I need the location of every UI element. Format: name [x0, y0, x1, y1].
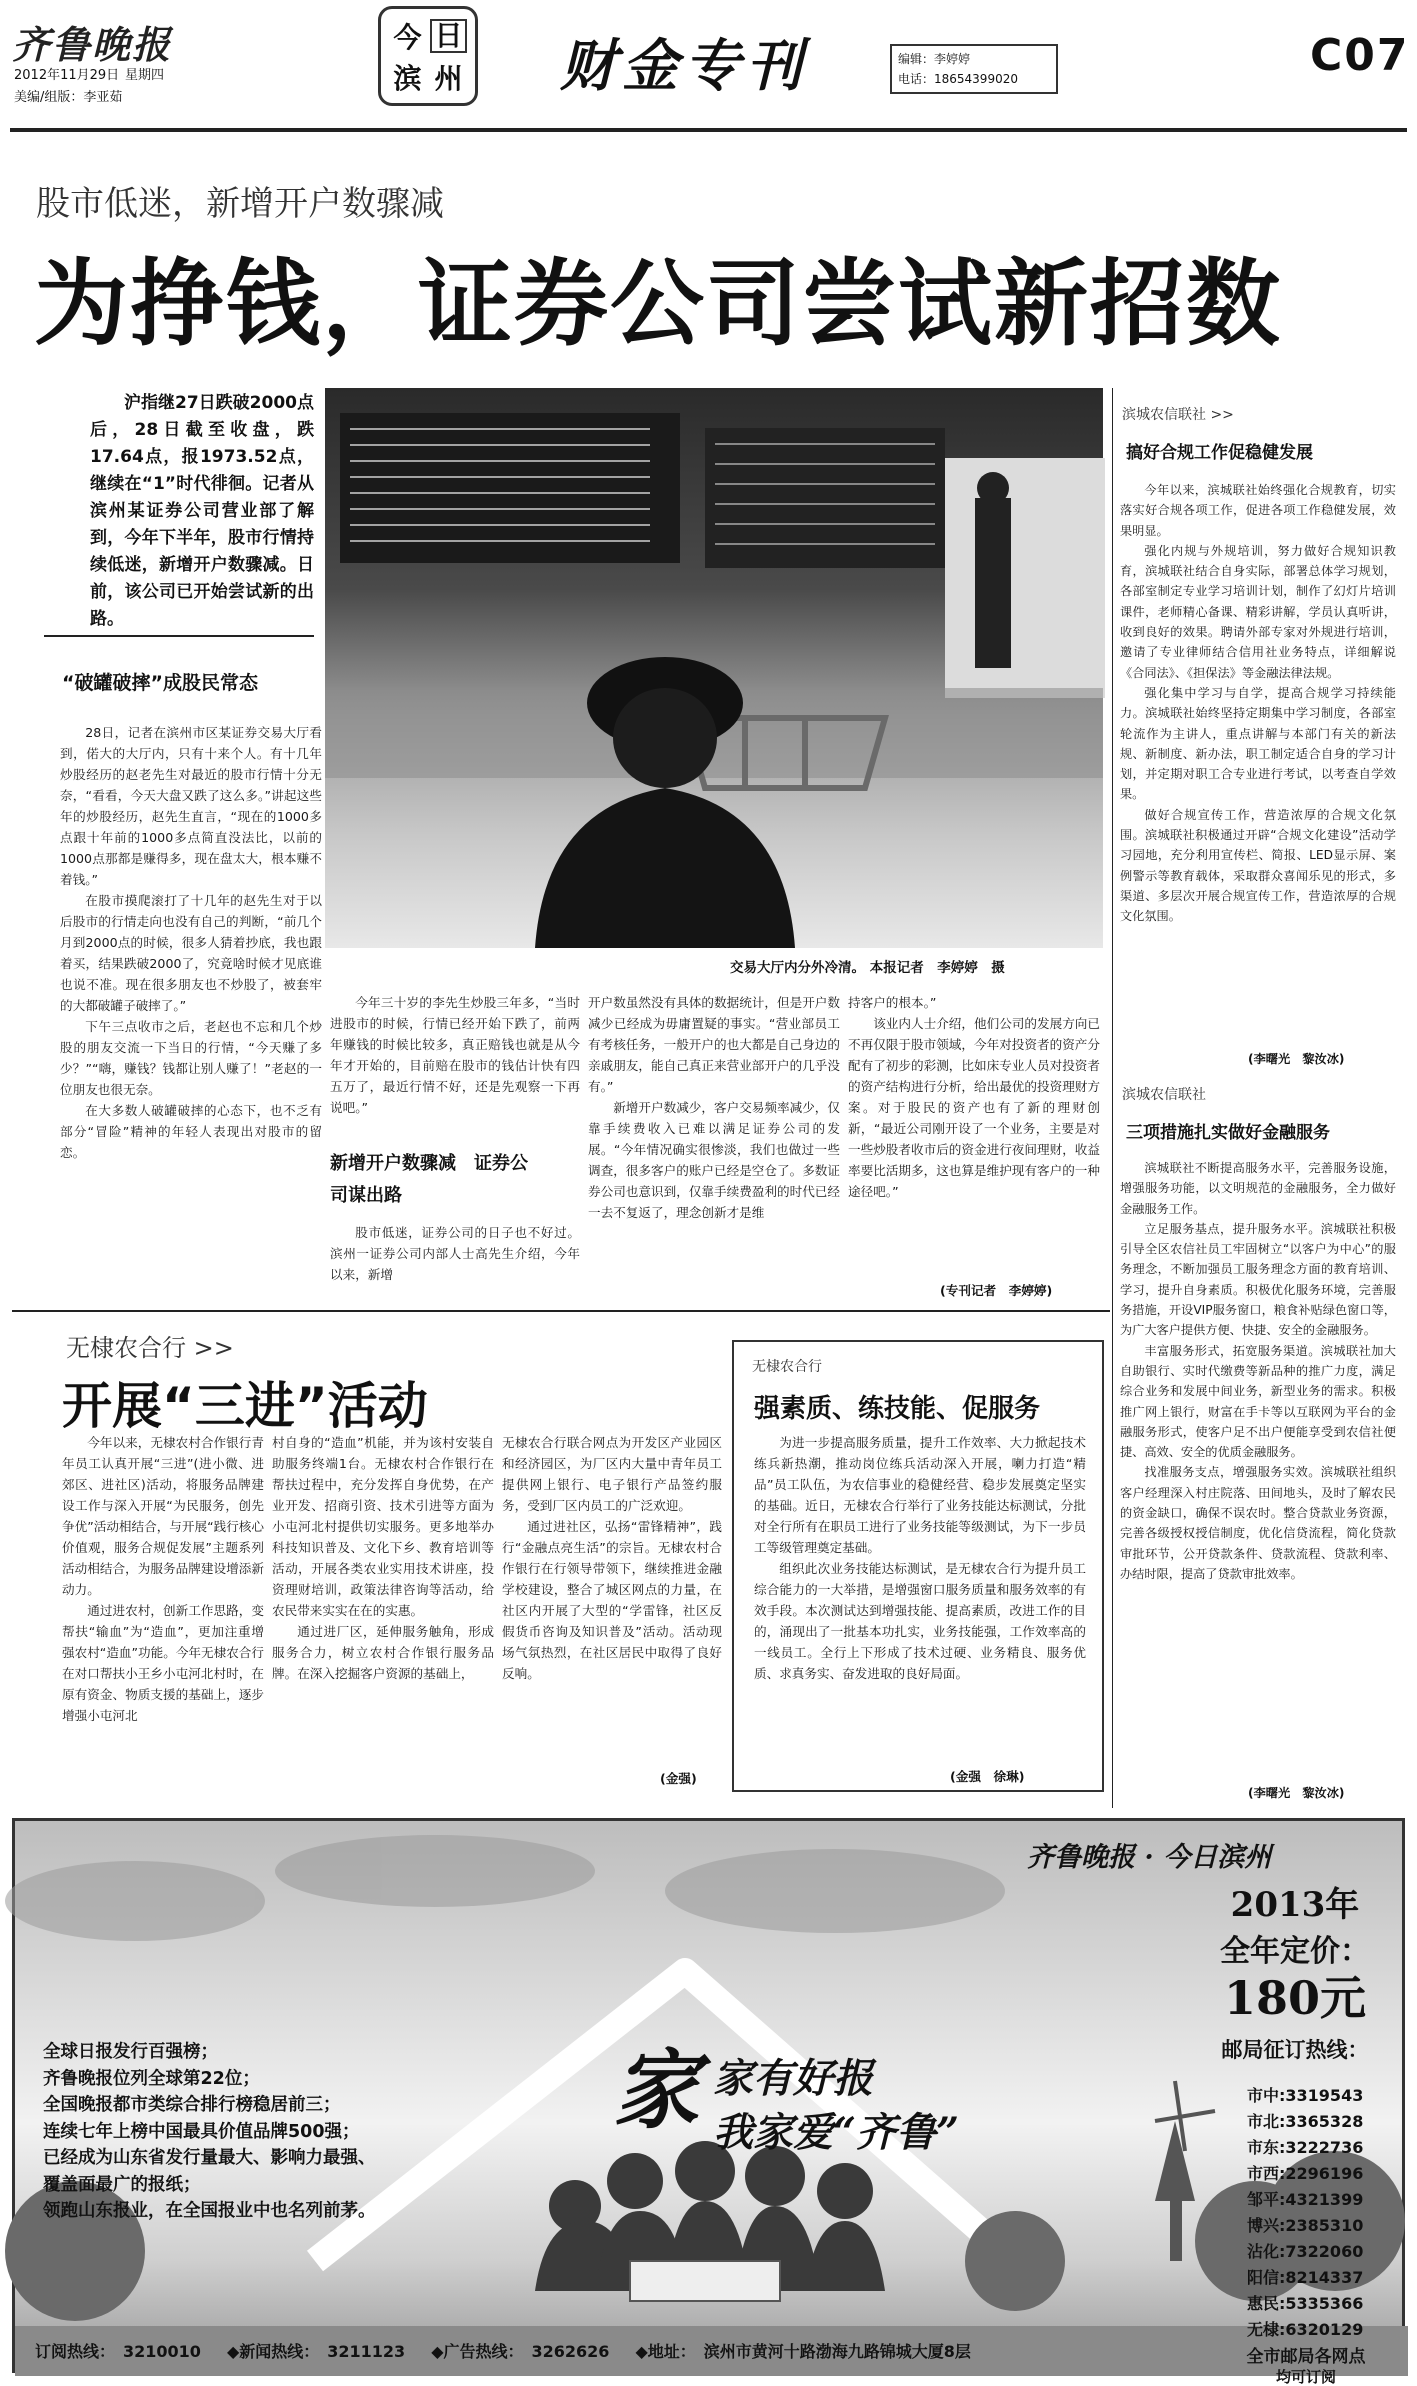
lead-headline: 为挣钱，证券公司尝试新招数 — [34, 250, 1283, 359]
photo-caption: 交易大厅内分外冷清。 本报记者 李婷婷 摄 — [730, 960, 1005, 976]
rule — [44, 635, 314, 637]
paragraph: 在股市摸爬滚打了十几年的赵先生对于以后股市的行情走向也没有自己的判断，“前几个月到2000点的时候，很多人猜着抄底，我也跟着买，结果跌破2000了，究竟啥时候才见底谁也说不准。现在很多朋友也不炒股了，被套牢的大都破罐子破摔了。” — [60, 893, 322, 1013]
paragraph: 强化内规与外规培训，努力做好合规知识教育，滨城联社结合自身实际，部署总体学习规划，各部室制定专业学习培训计划，制作了幻灯片培训课件，老师精心备课、精彩讲解，学员认真听讲，收到良好的效果。聘请外部专家对外规进行培训，邀请了专业律师结合信用社业务特点，详细解说《合同法》、《担保法》等金融法律法规。 — [1120, 543, 1396, 680]
ad-claim: 连续七年上榜中国最具价值品牌500强； — [43, 2121, 360, 2142]
news-hotline: ◆新闻热线： 3211123 — [226, 2342, 406, 2361]
paragraph: 今年以来，滨城联社始终强化合规教育，切实落实好合规各项工作，促进各项工作稳健发展，效果明显。 — [1120, 483, 1396, 538]
lead-col-3 — [588, 992, 840, 1302]
ad-price: 180元 — [1223, 1971, 1367, 2025]
paragraph: 在大多数人破罐破摔的心态下，也不乏有部分“冒险”精神的年轻人表现出对股市的留恋。 — [60, 1103, 322, 1160]
seal-char: 州 — [434, 61, 463, 95]
lead-kicker: 股市低迷，新增开户数骤减 — [36, 184, 444, 224]
ad-hotline: 市中:3319543 — [1247, 2086, 1364, 2105]
column-divider — [1112, 388, 1113, 1808]
paragraph: 下午三点收市之后，老赵也不忘和几个炒股的朋友交流一下当日的行情，“今天赚了多少？”“嗨，赚钱？钱都让别人赚了！”老赵的一位朋友也很无奈。 — [60, 1019, 322, 1097]
ad-slogan-1: 家有好报 — [713, 2055, 873, 2102]
lead-col-2a — [330, 992, 580, 1144]
ad-hotline: 阳信:8214337 — [1247, 2268, 1364, 2287]
paragraph: 该业内人士介绍，他们公司的发展方向已不再仅限于股市领域，今年对投资者的资产分配有了初步的彩测，比如床专业人员对投资者的资产结构进行分析，给出最优的投资理财方案。对于股民的资产也有了新的理财创新，“最近公司刚开设了一个业务，主要是对一些炒股者收市后的资金进行夜间理财，收益率要比活期多，这也算是维护现有客户的一种途径吧。” — [848, 1016, 1100, 1199]
box-tag: 无棣农合行 — [752, 1359, 822, 1375]
ad-footer — [35, 2339, 1195, 2362]
paragraph: 滨城联社不断提高服务水平，完善服务设施，增强服务功能，以文明规范的金融服务，全力做好金融服务工作。 — [1120, 1161, 1396, 1216]
paragraph: 通过进农村，创新工作思路，变帮扶“输血”为“造血”，更加注重增强农村“造血”功能。今年无棣农合行在对口帮扶小王乡小屯河北村时，在原有资金、物质支援的基础上，逐步增强小屯河北 — [62, 1603, 264, 1723]
page-number: C07 — [1310, 30, 1410, 81]
ad-claim: 全球日报发行百强榜； — [43, 2042, 218, 2062]
lead-intro: 沪指继27日跌破2000点后，28日截至收盘，跌17.64点，报1973.52点，继续在“1”时代徘徊。记者从滨州某证券公司营业部了解到，今年下半年，股市行情持续低迷，新增开户数骤减。日前，该公司已开始尝试新的出路。 — [90, 393, 314, 629]
masthead-rule — [10, 128, 1407, 132]
section-rule — [12, 1310, 1110, 1312]
right-title-1: 搞好合规工作促稳健发展 — [1126, 443, 1313, 463]
paragraph: 新增开户数减少，客户交易频率减少，仅靠手续费收入已难以满足证券公司的发展。“今年情况确实很惨淡，我们也做过一些调查，很多客户的账户已经是空仓了。多数证券公司也意识到，仅靠手续费盈利的时代已经一去不复返了，理念创新才是维 — [588, 1100, 840, 1220]
ad-hotline: 邹平:4321399 — [1247, 2190, 1364, 2209]
lead-col-2b — [330, 1222, 580, 1302]
lead-subhead-2: 新增开户数骤减 证券公司谋出路 — [330, 1153, 528, 1206]
right-sig-2: (李曙光 黎汝冰) — [1248, 1786, 1345, 1800]
seal-char: 今 — [393, 20, 422, 54]
address: ◆地址： 滨州市黄河十路渤海九路锦城大厦8层 — [635, 2342, 971, 2361]
issue-weekday: 星期四 — [125, 68, 165, 83]
paragraph: 今年三十岁的李先生炒股三年多，“当时进股市的时候，行情已经开始下跌了，前两年赚钱的时候比较多，真正赔钱也就是从今年才开始的，目前赔在股市的钱估计快有四五万了，最近行情不好，还是先观察一下再说吧。” — [330, 995, 580, 1115]
paragraph: 通过进社区，弘扬“雷锋精神”，践行“金融点亮生活”的宗旨。无棣农村合作银行在行领导带领下，继续推进金融学校建设，整合了城区网点的力量，在社区内开展了大型的“学雷锋，社区反假货币咨询及知识普及”活动。活动现场气氛热烈，在社区居民中取得了良好反响。 — [502, 1519, 722, 1681]
ad-footnote-2: 均可订阅 — [1275, 2368, 1336, 2386]
ad-claim: 齐鲁晚报位列全球第22位； — [43, 2068, 260, 2089]
paragraph: 持客户的根本。” — [848, 995, 937, 1010]
seal-char: 滨 — [393, 61, 422, 95]
lower-col-2 — [272, 1432, 494, 1774]
paragraph: 丰富服务形式，拓宽服务渠道。滨城联社加大自助银行、实时代缴费等新品种的推广力度，满足综合业务和发展中间业务，新型业务的需求。积极推广网上银行，财富在手卡等以互联网为平台的金融服务形式，使客户足不出户便能享受到农信社便捷、高效、安全的优质金融服务。 — [1120, 1343, 1396, 1460]
ad-claim: 领跑山东报业，在全国报业中也名列前茅。 — [43, 2201, 376, 2221]
seal-stamp — [378, 6, 478, 106]
lead-col-1 — [60, 722, 322, 1297]
designer-credit: 美编/组版：李亚茹 — [14, 90, 123, 105]
paragraph: 股市低迷，证券公司的日子也不好过。滨州一证券公司内部人士高先生介绍，今年以来，新增 — [330, 1225, 580, 1282]
ad-hotline-title: 邮局征订热线： — [1221, 2038, 1369, 2062]
lower-sig: (金强) — [660, 1771, 697, 1786]
ad-hotlines — [1247, 2083, 1363, 2343]
editor-phone: 电话：18654399020 — [898, 72, 1018, 86]
ad-hotline: 市北:3365328 — [1247, 2112, 1364, 2131]
subscribe-hotline: 订阅热线： 3210010 — [35, 2342, 201, 2361]
paragraph: 为进一步提高服务质量，提升工作效率、大力掀起技术练兵新热潮，推动岗位练兵活动深入开展，喇力打造“精品”员工队伍，为农信事业的稳健经营、稳步发展奠定坚实的基础。近日，无棣农合行举行了业务技能达标测试，分批对全行所有在职员工进行了业务技能等级测试，为下一步员工等级管理奠定基础。 — [754, 1435, 1086, 1555]
lead-byline: (专刊记者 李婷婷) — [940, 1283, 1053, 1298]
ad-hotline: 博兴:2385310 — [1247, 2216, 1364, 2235]
ad-brand: 齐鲁晚报 · 今日滨州 — [1027, 1842, 1272, 1873]
box-title: 强素质、练技能、促服务 — [754, 1394, 1041, 1424]
ad-slogan-big: 家 — [613, 2040, 699, 2141]
ad-year: 2013年 — [1230, 1885, 1360, 1925]
ad-banner — [12, 1818, 1405, 2386]
paragraph: 无棣农合行联合网点为开发区产业园区和经济园区，为厂区内大量中青年员工提供网上银行、电子银行产品签约服务，受到厂区内员工的广泛欢迎。 — [502, 1435, 722, 1513]
ad-hotline-footer: ◆广告热线： 3262626 — [431, 2342, 610, 2361]
lead-photo — [325, 388, 1103, 948]
paragraph: 立足服务基点，提升服务水平。滨城联社积极引导全区农信社员工牢固树立“以客户为中心”的服务理念，不断加强员工服务理念方面的教育培训、学习，提升自身素质。积极优化服务环境，完善服务措施，开设VIP服务窗口，粮食补贴绿色窗口等，为广大客户提供方便、快捷、安全的金融服务。 — [1120, 1221, 1396, 1338]
ad-slogan-2: 我家爱“齐鲁” — [713, 2109, 960, 2156]
lower-col-3 — [502, 1432, 722, 1774]
ad-price-panel — [1195, 1877, 1395, 2064]
newspaper-logo: 齐鲁晚报 — [12, 22, 173, 67]
lower-tag: 无棣农合行 >> — [66, 1334, 234, 1362]
paragraph: 28日，记者在滨州市区某证券交易大厅看到，偌大的大厅内，只有十来个人。有十几年炒股经历的赵老先生对最近的股市行情十分无奈，“看看，今天大盘又跌了这么多。”讲起这些年的炒股经历，赵先生直言，“现在的1000多点跟十年前的1000多点简直没法比，以前的1000点那都是赚得多，现在盘太大，根本赚不着钱。” — [60, 725, 322, 887]
lead-subhead-1: “破罐破摔”成股民常态 — [62, 672, 258, 694]
ad-hotline: 沾化:7322060 — [1247, 2242, 1364, 2261]
paragraph: 做好合规宣传工作，营造浓厚的合规文化氛围。滨城联社积极通过开辟“合规文化建设”活动学习园地，充分利用宣传栏、简报、LED显示屏、案例警示等教育载体，采取群众喜闻乐见的形式，多渠道、多层次开展合规宣传工作，营造浓厚的合规文化氛围。 — [1120, 807, 1396, 924]
lead-col-4 — [848, 992, 1100, 1276]
box-sig: (金强 徐琳) — [950, 1769, 1025, 1784]
ad-hotline: 无棣:6320129 — [1247, 2320, 1364, 2339]
ad-hotline: 市西:2296196 — [1247, 2164, 1364, 2183]
ad-footnote — [1211, 2347, 1401, 2386]
ad-hotline: 惠民:5335366 — [1247, 2294, 1364, 2313]
lower-col-1 — [62, 1432, 264, 1774]
ad-claim: 全国晚报都市类综合排行榜稳居前三； — [43, 2095, 341, 2115]
paragraph: 强化集中学习与自学，提高合规学习持续能力。滨城联社始终坚持定期集中学习制度，各部室轮流作为主讲人，重点讲解与本部门有关的新法规、新制度、新办法，职工制定适合自身的学习计划，并定期对职工合专业进行考试，以考查自学效果。 — [1120, 685, 1396, 802]
ad-claim: 已经成为山东省发行量最大、影响力最强、 — [43, 2148, 376, 2168]
paragraph: 今年以来，无棣农村合作银行青年员工认真开展“三进”(进小微、进郊区、进社区)活动，将服务品牌建设工作与深入开展“为民服务，创先争优”活动相结合，与开展“践行核心价值观，服务合规促发展”主题系列活动相结合，为服务品牌建设增添新动力。 — [62, 1435, 264, 1597]
right-tag-2: 滨城农信联社 — [1122, 1087, 1206, 1103]
lower-headline: 开展“三进”活动 — [62, 1377, 428, 1435]
ad-claim: 覆盖面最广的报纸； — [43, 2174, 201, 2195]
editor-credit: 编辑：李婷婷 — [898, 52, 971, 66]
paragraph: 通过进厂区，延伸服务触角，形成服务合力，树立农村合作银行服务品牌。在深入挖掘客户资源的基础上， — [272, 1624, 494, 1681]
paragraph: 找准服务支点，增强服务实效。滨城联社组织客户经理深入村庄院落、田间地头，及时了解农民的资金缺口，确保不误农时。整合贷款业务资源，完善各级授权授信制度，优化信贷流程，简化贷款审批环节，公开贷款条件、贷款流程、贷款利率、办结时限，提高了贷款审批效率。 — [1120, 1465, 1396, 1581]
right-sig-1: (李曙光 黎汝冰) — [1248, 1052, 1345, 1066]
editor-box — [890, 44, 1058, 94]
seal-char: 日 — [430, 19, 466, 53]
right-col-2 — [1120, 1158, 1396, 1780]
box-body — [754, 1432, 1086, 1766]
right-tag-1: 滨城农信联社 >> — [1122, 407, 1234, 423]
paragraph: 开户数虽然没有具体的数据统计，但是开户数减少已经成为毋庸置疑的事实。“营业部员工有考核任务，一般开户的也大都是自己身边的亲戚朋友，能自己真正来营业部开户的几乎没有。” — [588, 995, 840, 1094]
issue-date: 2012年11月29日 — [14, 68, 120, 83]
ad-footnote-1: 全市邮局各网点 — [1246, 2347, 1366, 2367]
right-title-2: 三项措施扎实做好金融服务 — [1126, 1123, 1330, 1143]
section-title: 财金专刊 — [560, 33, 808, 99]
right-col-1 — [1120, 480, 1396, 1050]
ad-hotline: 市东:3222736 — [1247, 2138, 1364, 2157]
ad-price-label: 全年定价： — [1220, 1934, 1370, 1969]
trading-hall-photo — [325, 388, 1103, 948]
paragraph: 村自身的“造血”机能，并为该村安装自助服务终端1台。无棣农村合作银行在帮扶过程中，充分发挥自身优势，在产业开发、招商引资、技术引进等方面为小屯河北村提供切实服务。更多地举办科技知识普及、文化下乡、教育培训等活动，开展各类农业实用技术讲座，投资理财培训，政策法律咨询等活动，给农民带来实实在在的实惠。 — [272, 1435, 494, 1618]
paragraph: 组织此次业务技能达标测试，是无棣农合行为提升员工综合能力的一大举措，是增强窗口服务质量和服务效率的有效手段。本次测试达到增强技能、提高素质，改进工作的目的，涌现出了一批基本功扎实，业务技能强，工作效率高的一线员工。全行上下形成了技术过硬、业务精良、服务优质、求真务实、奋发进取的良好局面。 — [754, 1561, 1086, 1681]
ad-claims — [43, 2039, 376, 2225]
